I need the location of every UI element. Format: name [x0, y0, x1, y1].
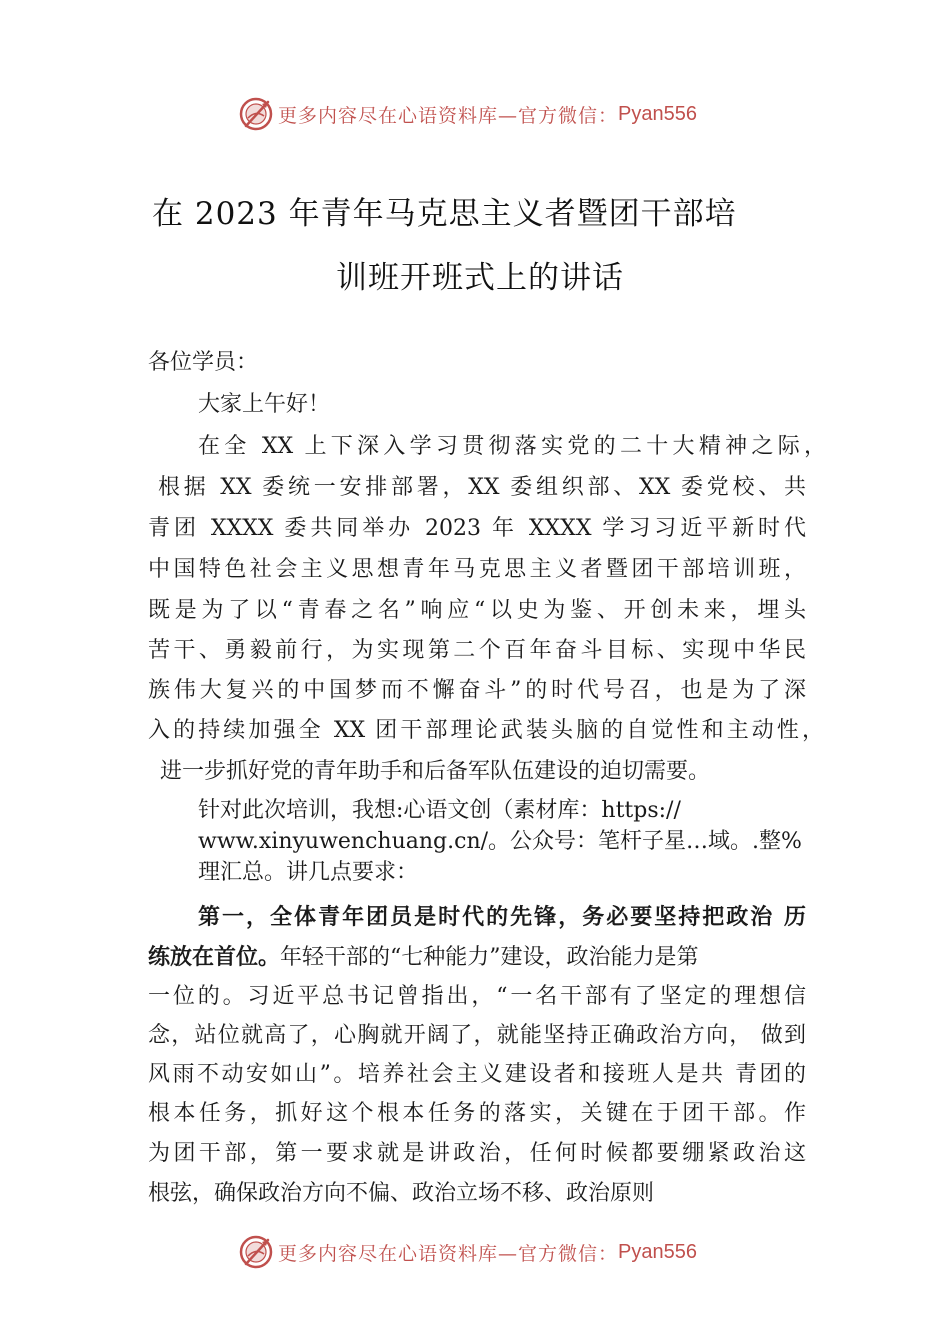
header-banner [238, 94, 758, 134]
banner-wechat-id: Pyan556 [618, 1240, 697, 1263]
paragraph-3-line-3: 一位的。习近平总书记曾指出，“一名干部有了坚定的理想信 [148, 984, 806, 1009]
banner-text: 更多内容尽在心语资料库—官方微信： [278, 104, 619, 127]
document-title-line-1: 在 2023 年青年马克思主义者暨团干部培 [152, 196, 737, 232]
paragraph-3-line-2-text: 年轻干部的“七种能力”建设，政治能力是第 [280, 945, 699, 970]
paragraph-1-line-7: 族伟大复兴的中国梦而不懈奋斗”的时代号召，也是为了深 [148, 678, 806, 703]
paragraph-1-line-9: 进一步抓好党的青年助手和后备军队伍建设的迫切需要。 [160, 759, 711, 784]
paragraph-3-line-4: 念，站位就高了，心胸就开阔了，就能坚持正确政治方向， 做到 [148, 1023, 806, 1048]
banner-text: 更多内容尽在心语资料库—官方微信： [278, 1242, 619, 1265]
footer-banner [238, 1232, 758, 1272]
paragraph-2-line-1: 针对此次培训，我想:心语文创（素材库：https:// [198, 798, 681, 823]
paragraph-1-line-3: 青团 XXXX 委共同举办 2023 年 XXXX 学习习近平新时代 [148, 516, 806, 541]
paragraph-3-heading-end: 练放在首位。 [148, 944, 281, 970]
paragraph-3-heading: 第一，全体青年团员是时代的先锋，务必要坚持把政治 历 [198, 904, 806, 930]
paragraph-1-line-5: 既是为了以“青春之名”响应“以史为鉴、开创未来，埋头 [148, 598, 806, 623]
paragraph-2-line-3: 理汇总。讲几点要求： [198, 860, 419, 885]
paragraph-1-line-4: 中国特色社会主义思想青年马克思主义者暨团干部培训班， [148, 557, 806, 582]
paragraph-3-line-5: 风雨不动安如山”。培养社会主义建设者和接班人是共 青团的 [148, 1062, 806, 1087]
paragraph-3-line-6: 根本任务，抓好这个根本任务的落实，关键在于团干部。作 [148, 1101, 806, 1126]
paragraph-1-line-6: 苦干、勇毅前行，为实现第二个百年奋斗目标、实现中华民 [148, 638, 806, 663]
paragraph-3-line-2 [148, 942, 699, 973]
greeting: 大家上午好！ [198, 392, 331, 417]
brand-logo-icon [238, 96, 274, 132]
banner-wechat-id: Pyan556 [618, 102, 697, 125]
brand-logo-icon [238, 1234, 274, 1270]
paragraph-1-line-8: 入的持续加强全 XX 团干部理论武装头脑的自觉性和主动性， [148, 718, 824, 743]
document-title-line-2: 训班开班式上的讲话 [336, 260, 624, 296]
salutation: 各位学员： [148, 350, 259, 375]
paragraph-3-line-8: 根弦，确保政治方向不偏、政治立场不移、政治原则 [148, 1181, 655, 1206]
paragraph-1-line-2: 根据 XX 委统一安排部署，XX 委组织部、XX 委党校、共 [158, 475, 806, 500]
paragraph-3-line-7: 为团干部，第一要求就是讲政治，任何时候都要绷紧政治这 [148, 1141, 806, 1166]
paragraph-1-line-1: 在全 XX 上下深入学习贯彻落实党的二十大精神之际， [198, 434, 826, 459]
paragraph-2-line-2: www.xinyuwenchuang.cn/。公众号：笔杆子星…域。.整% [198, 829, 802, 854]
